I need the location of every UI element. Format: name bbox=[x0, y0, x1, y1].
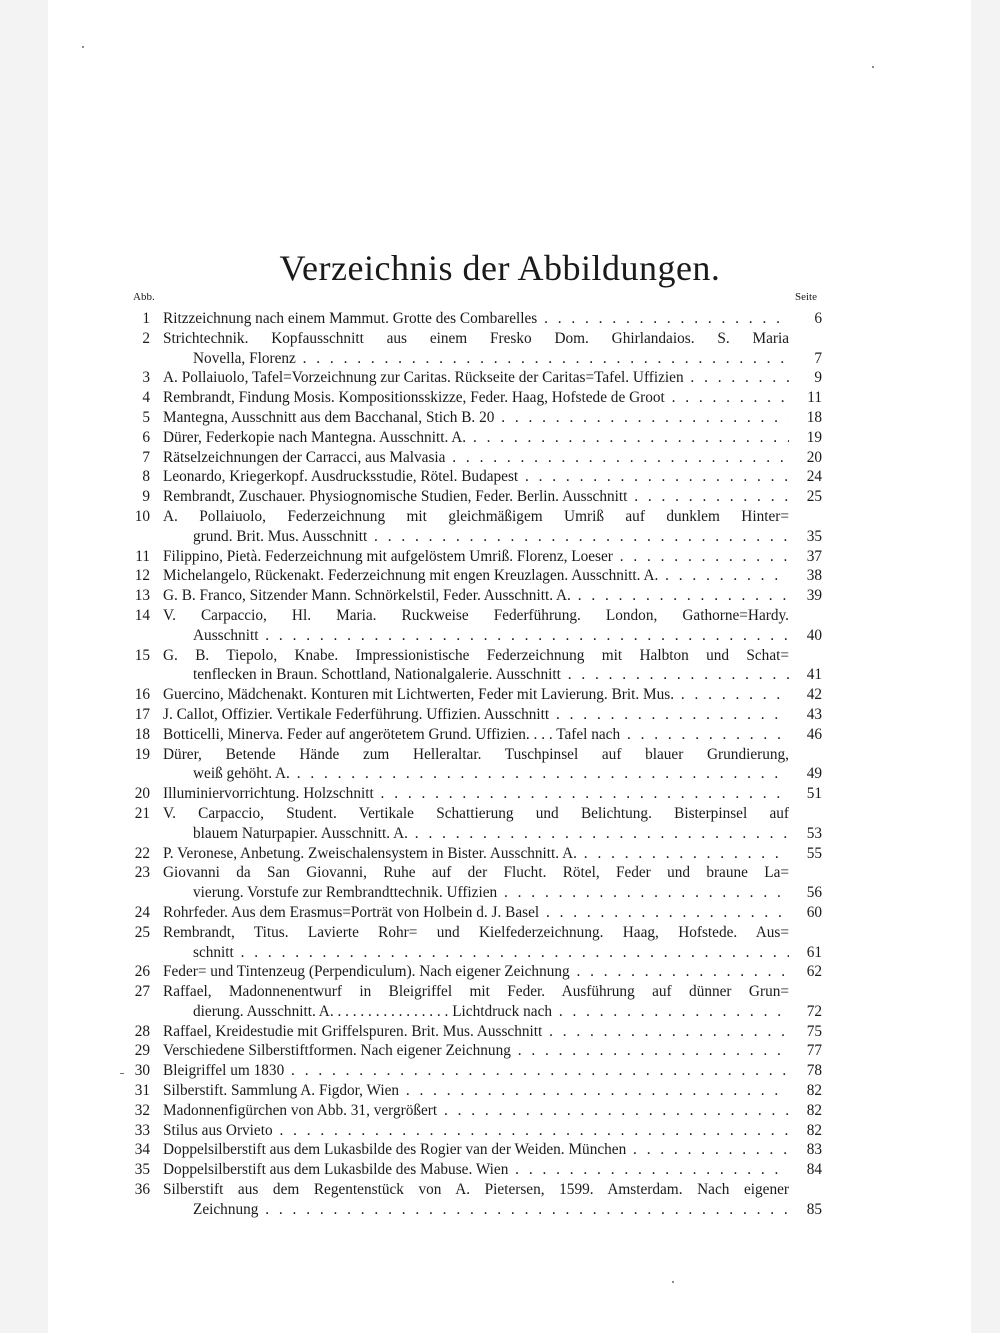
list-item bbox=[0, 507, 1000, 527]
figure-number: 7 bbox=[142, 448, 150, 466]
figure-caption: Zeichnung . . . bbox=[193, 1200, 789, 1220]
figure-caption: Raffael, Kreidestudie mit Griffelspuren. Brit. Mus. Ausschnitt . . . bbox=[163, 1022, 789, 1042]
figure-caption: blauem Naturpapier. Ausschnitt. A. . . . bbox=[193, 824, 789, 844]
list-item bbox=[0, 646, 1000, 666]
list-item bbox=[0, 705, 1000, 725]
figure-number: 20 bbox=[134, 785, 150, 803]
list-item bbox=[0, 844, 1000, 864]
figure-caption: Novella, Florenz . . . bbox=[193, 349, 789, 369]
figure-number: 23 bbox=[134, 864, 150, 882]
list-item bbox=[0, 685, 1000, 705]
figure-caption: P. Veronese, Anbetung. Zweischalensystem in Bister. Ausschnitt. A. . . . bbox=[163, 844, 789, 864]
page-number: 7 bbox=[814, 349, 822, 367]
figure-number: 11 bbox=[135, 547, 150, 565]
figure-number: 13 bbox=[134, 587, 150, 605]
figure-caption: Strichtechnik. Kopfausschnitt aus einem Fresko Dom. Ghirlandaios. S. Maria bbox=[163, 329, 789, 347]
scan-speck bbox=[672, 1281, 674, 1283]
list-item bbox=[0, 626, 1000, 646]
page-number: 49 bbox=[806, 765, 822, 783]
figure-number: 6 bbox=[142, 428, 150, 446]
list-item bbox=[0, 1200, 1000, 1220]
figure-caption: Doppelsilberstift aus dem Lukasbilde des Rogier van der Weiden. München . . . bbox=[163, 1140, 789, 1160]
figure-number: 9 bbox=[142, 488, 150, 506]
list-item bbox=[0, 903, 1000, 923]
list-item bbox=[0, 1061, 1000, 1081]
list-item bbox=[0, 566, 1000, 586]
scan-speck bbox=[82, 46, 84, 48]
page-number: 53 bbox=[806, 824, 822, 842]
figure-number: 14 bbox=[134, 606, 150, 624]
figure-caption: Leonardo, Kriegerkopf. Ausdrucksstudie, Rötel. Budapest . . . bbox=[163, 467, 789, 487]
figure-caption: Silberstift. Sammlung A. Figdor, Wien . . . bbox=[163, 1081, 789, 1101]
page-number: 75 bbox=[806, 1022, 822, 1040]
list-item bbox=[0, 962, 1000, 982]
page-number: 46 bbox=[806, 725, 822, 743]
figure-number: 33 bbox=[134, 1121, 150, 1139]
page-number: 24 bbox=[806, 468, 822, 486]
figure-number: 19 bbox=[134, 745, 150, 763]
figure-number: 8 bbox=[142, 468, 150, 486]
figure-caption: Rembrandt, Zuschauer. Physiognomische Studien, Feder. Berlin. Ausschnitt . . . bbox=[163, 487, 789, 507]
list-item bbox=[0, 547, 1000, 567]
list-item bbox=[0, 606, 1000, 626]
figure-number: 25 bbox=[134, 923, 150, 941]
page-number: 38 bbox=[806, 567, 822, 585]
list-item bbox=[0, 448, 1000, 468]
list-item bbox=[0, 586, 1000, 606]
page-number: 84 bbox=[806, 1161, 822, 1179]
figure-caption: schnitt . . . bbox=[193, 943, 789, 963]
page-number: 60 bbox=[806, 903, 822, 921]
page-number: 11 bbox=[807, 389, 822, 407]
list-item bbox=[0, 368, 1000, 388]
page-number: 20 bbox=[806, 448, 822, 466]
figure-caption: G. B. Franco, Sitzender Mann. Schnörkelstil, Feder. Ausschnitt. A. . . . bbox=[163, 586, 789, 606]
list-item bbox=[0, 428, 1000, 448]
page-number: 6 bbox=[814, 310, 822, 327]
list-item bbox=[0, 784, 1000, 804]
scan-speck bbox=[872, 66, 874, 68]
list-item bbox=[0, 1022, 1000, 1042]
figure-number: 32 bbox=[134, 1101, 150, 1119]
figure-caption: Madonnenfigürchen von Abb. 31, vergrößert . . . bbox=[163, 1101, 789, 1121]
figure-number: 26 bbox=[134, 963, 150, 981]
column-header-abb: Abb. bbox=[133, 291, 155, 303]
figure-caption: Rätselzeichnungen der Carracci, aus Malvasia . . . bbox=[163, 448, 789, 468]
list-item bbox=[0, 467, 1000, 487]
figure-number: 31 bbox=[134, 1082, 150, 1100]
figure-caption: Mantegna, Ausschnitt aus dem Bacchanal, Stich B. 20 . . . bbox=[163, 408, 789, 428]
page-number: 51 bbox=[806, 785, 822, 803]
page-number: 35 bbox=[806, 527, 822, 545]
page-number: 85 bbox=[806, 1200, 822, 1218]
figure-number: 30 bbox=[134, 1062, 150, 1080]
figure-caption: Michelangelo, Rückenakt. Federzeichnung mit engen Kreuzlagen. Ausschnitt. A. . . . bbox=[163, 566, 789, 586]
page-number: 19 bbox=[806, 428, 822, 446]
figure-caption: Stilus aus Orvieto . . . bbox=[163, 1121, 789, 1141]
page-number: 55 bbox=[806, 844, 822, 862]
list-item bbox=[0, 824, 1000, 844]
page-number: 39 bbox=[806, 587, 822, 605]
page-number: 18 bbox=[806, 408, 822, 426]
figure-number: 10 bbox=[134, 507, 150, 525]
figure-caption: Ritzzeichnung nach einem Mammut. Grotte des Combarelles . . . bbox=[163, 309, 789, 329]
figure-caption: Illuminiervorrichtung. Holzschnitt . . . bbox=[163, 784, 789, 804]
figure-caption: Ausschnitt . . . bbox=[193, 626, 789, 646]
figure-caption: V. Carpaccio, Hl. Maria. Ruckweise Federführung. London, Gathorne=Hardy. bbox=[163, 606, 789, 624]
figure-number: 2 bbox=[142, 329, 150, 347]
figure-caption: Silberstift aus dem Regentenstück von A. Pietersen, 1599. Amsterdam. Nach eigener bbox=[163, 1181, 789, 1199]
list-item bbox=[0, 1101, 1000, 1121]
figure-caption: Bleigriffel um 1830 . . . bbox=[163, 1061, 789, 1081]
page-number: 72 bbox=[806, 1002, 822, 1020]
page-number: 40 bbox=[806, 626, 822, 644]
figure-number: 24 bbox=[134, 903, 150, 921]
list-item bbox=[0, 1180, 1000, 1200]
list-item bbox=[0, 527, 1000, 547]
figure-caption: Rembrandt, Findung Mosis. Kompositionsskizze, Feder. Haag, Hofstede de Groot . . . bbox=[163, 388, 789, 408]
figure-number: 34 bbox=[134, 1141, 150, 1159]
list-item bbox=[0, 883, 1000, 903]
figure-caption: Raffael, Madonnenentwurf in Bleigriffel mit Feder. Ausführung auf dünner Grun= bbox=[163, 983, 789, 1001]
page-number: 37 bbox=[806, 547, 822, 565]
page-number: 82 bbox=[806, 1082, 822, 1100]
figure-caption: vierung. Vorstufe zur Rembrandttechnik. Uffizien . . . bbox=[193, 883, 789, 903]
figure-caption: A. Pollaiuolo, Tafel=Vorzeichnung zur Caritas. Rückseite der Caritas=Tafel. Uffizien . . . bbox=[163, 368, 789, 388]
figure-number: 21 bbox=[134, 804, 150, 822]
page-number: 43 bbox=[806, 705, 822, 723]
list-item bbox=[0, 487, 1000, 507]
list-item bbox=[0, 388, 1000, 408]
figure-caption: Botticelli, Minerva. Feder auf angerötetem Grund. Uffizien. . . . Tafel nach . . . bbox=[163, 725, 789, 745]
figure-number: 1 bbox=[142, 310, 150, 327]
list-item bbox=[0, 1140, 1000, 1160]
figure-number: 35 bbox=[134, 1161, 150, 1179]
figure-caption: tenflecken in Braun. Schottland, Nationalgalerie. Ausschnitt . . . bbox=[193, 665, 789, 685]
page-number: 77 bbox=[806, 1042, 822, 1060]
figure-caption: Giovanni da San Giovanni, Ruhe auf der Flucht. Rötel, Feder und braune La= bbox=[163, 864, 789, 882]
column-header-seite: Seite bbox=[795, 291, 817, 303]
figure-caption: Doppelsilberstift aus dem Lukasbilde des Mabuse. Wien . . . bbox=[163, 1160, 789, 1180]
figure-caption: Rohrfeder. Aus dem Erasmus=Porträt von Holbein d. J. Basel . . . bbox=[163, 903, 789, 923]
list-item bbox=[0, 764, 1000, 784]
figure-number: 12 bbox=[134, 567, 150, 585]
page-number: 42 bbox=[806, 686, 822, 704]
figure-caption: A. Pollaiuolo, Federzeichnung mit gleichmäßigem Umriß auf dunklem Hinter= bbox=[163, 507, 789, 525]
list-item bbox=[0, 1081, 1000, 1101]
page-number: 78 bbox=[806, 1062, 822, 1080]
page-number: 9 bbox=[814, 369, 822, 387]
page-number: 56 bbox=[806, 884, 822, 902]
figure-caption: dierung. Ausschnitt. A. . . . . . . . . . . . . . . . Lichtdruck nach . . . bbox=[193, 1002, 789, 1022]
figure-caption: J. Callot, Offizier. Vertikale Federführung. Uffizien. Ausschnitt . . . bbox=[163, 705, 789, 725]
figure-caption: Guercino, Mädchenakt. Konturen mit Lichtwerten, Feder mit Lavierung. Brit. Mus. . . . bbox=[163, 685, 789, 705]
scan-speck bbox=[120, 1073, 124, 1074]
page-number: 82 bbox=[806, 1121, 822, 1139]
list-item bbox=[0, 1121, 1000, 1141]
figure-caption: Feder= und Tintenzeug (Perpendiculum). Nach eigener Zeichnung . . . bbox=[163, 962, 789, 982]
figure-caption: Dürer, Betende Hände zum Helleraltar. Tuschpinsel auf blauer Grundierung, bbox=[163, 745, 789, 763]
page-title: Verzeichnis der Abbildungen. bbox=[279, 248, 721, 288]
figure-number: 18 bbox=[134, 725, 150, 743]
figure-number: 27 bbox=[134, 983, 150, 1001]
list-item bbox=[0, 982, 1000, 1002]
list-item bbox=[0, 665, 1000, 685]
list-item bbox=[0, 1002, 1000, 1022]
figure-caption: Filippino, Pietà. Federzeichnung mit aufgelöstem Umriß. Florenz, Loeser . . . bbox=[163, 547, 789, 567]
figure-number: 16 bbox=[134, 686, 150, 704]
figure-caption: Verschiedene Silberstiftformen. Nach eigener Zeichnung . . . bbox=[163, 1041, 789, 1061]
list-item bbox=[0, 943, 1000, 963]
figure-caption: G. B. Tiepolo, Knabe. Impressionistische Federzeichnung mit Halbton und Schat= bbox=[163, 646, 789, 664]
figure-caption: Rembrandt, Titus. Lavierte Rohr= und Kielfederzeichnung. Haag, Hofstede. Aus= bbox=[163, 923, 789, 941]
figure-number: 28 bbox=[134, 1022, 150, 1040]
figure-number: 29 bbox=[134, 1042, 150, 1060]
figure-number: 5 bbox=[142, 408, 150, 426]
list-item bbox=[0, 309, 1000, 329]
list-item bbox=[0, 863, 1000, 883]
figure-number: 15 bbox=[134, 646, 150, 664]
page-number: 25 bbox=[806, 488, 822, 506]
page-number: 83 bbox=[806, 1141, 822, 1159]
figure-caption: weiß gehöht. A. . . . bbox=[193, 764, 789, 784]
list-item bbox=[0, 804, 1000, 824]
list-item bbox=[0, 408, 1000, 428]
list-item bbox=[0, 329, 1000, 349]
figure-number: 36 bbox=[134, 1181, 150, 1199]
list-item bbox=[0, 923, 1000, 943]
list-item bbox=[0, 725, 1000, 745]
page-number: 61 bbox=[806, 943, 822, 961]
list-item bbox=[0, 1041, 1000, 1061]
figure-list bbox=[0, 309, 1000, 1220]
list-item bbox=[0, 349, 1000, 369]
figure-caption: Dürer, Federkopie nach Mantegna. Ausschnitt. A. . . . bbox=[163, 428, 789, 448]
figure-number: 22 bbox=[134, 844, 150, 862]
figure-caption: V. Carpaccio, Student. Vertikale Schattierung und Belichtung. Bisterpinsel auf bbox=[163, 804, 789, 822]
page-number: 82 bbox=[806, 1101, 822, 1119]
list-item bbox=[0, 745, 1000, 765]
figure-caption: grund. Brit. Mus. Ausschnitt . . . bbox=[193, 527, 789, 547]
list-item bbox=[0, 1160, 1000, 1180]
figure-number: 3 bbox=[142, 369, 150, 387]
figure-number: 17 bbox=[134, 705, 150, 723]
figure-number: 4 bbox=[142, 389, 150, 407]
page-number: 41 bbox=[806, 666, 822, 684]
page-number: 62 bbox=[806, 963, 822, 981]
